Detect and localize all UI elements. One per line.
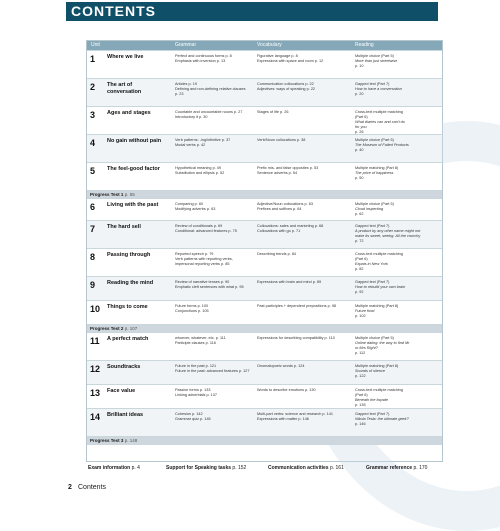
- unit-row: [87, 50, 442, 79]
- reading-item: How to have a conversation: [355, 87, 402, 91]
- grammar-item: Emphasis with inversion p. 13: [175, 59, 226, 63]
- grammar-item: Comparing p. 60: [175, 202, 204, 206]
- unit-title: No gain without pain: [107, 138, 162, 144]
- footer-link-page: p. 152: [232, 465, 247, 471]
- grammar-item: Cohesion p. 142: [175, 412, 203, 416]
- reading-item: Multiple matching (Part 8): [355, 304, 399, 308]
- vocabulary-cell: [257, 336, 352, 341]
- reading-item: Multiple choice (Part 5): [355, 202, 394, 206]
- unit-row: [87, 78, 442, 107]
- vocabulary-item: Expressions for describing compatibility p. 110: [257, 336, 335, 340]
- page-label: Contents: [78, 484, 107, 491]
- unit-number: 7: [90, 224, 96, 234]
- vocabulary-item: Expressions with matter p. 146: [257, 417, 309, 421]
- reading-item: p. 72: [355, 239, 364, 243]
- reading-item: p. 122: [355, 374, 366, 378]
- vocabulary-item: Expressions with brain and mind p. 89: [257, 280, 322, 284]
- vocabulary-cell: [257, 224, 352, 234]
- reading-cell: [355, 224, 440, 244]
- grammar-item: Emphatic cleft sentences with what p. 95: [175, 285, 244, 289]
- footer-link-page: p. 170: [413, 465, 428, 471]
- grammar-item: Modal verbs p. 42: [175, 143, 206, 147]
- reading-item: (Part 6): [355, 393, 368, 397]
- vocabulary-item: Multi-part verbs: science and research p. 141: [257, 412, 333, 416]
- unit-row: [87, 276, 442, 301]
- reading-item: for you: [355, 125, 367, 129]
- grammar-cell: [175, 412, 255, 422]
- grammar-cell: [175, 364, 255, 374]
- unit-number: 4: [90, 138, 96, 148]
- vocabulary-cell: [257, 54, 352, 64]
- progress-test-page: p. 55: [123, 192, 135, 197]
- reading-item: Nikola Tesla: the ultimate geek?: [355, 417, 409, 421]
- reading-item: The price of happiness: [355, 171, 394, 175]
- grammar-item: Perfect and continuous forms p. 8: [175, 54, 232, 58]
- vocabulary-item: Adjectives: ways of speaking p. 22: [257, 87, 316, 91]
- grammar-item: Countable and uncountable nouns p. 27: [175, 110, 243, 114]
- footer-link-label: Grammar reference: [366, 465, 414, 471]
- grammar-cell: [175, 54, 255, 64]
- reading-item: Gapped text (Part 7): [355, 82, 390, 86]
- header-vocabulary: Vocabulary: [257, 42, 282, 48]
- grammar-item: Participle clauses p. 116: [175, 341, 216, 345]
- vocabulary-item: Figurative language p. 8: [257, 54, 298, 58]
- progress-test-label: Progress Test 3: [90, 438, 124, 443]
- grammar-item: Passive forms p. 133: [175, 388, 211, 392]
- grammar-item: Conditional: advanced features p. 75: [175, 229, 237, 233]
- grammar-item: Future in the past: advanced features p. 127: [175, 369, 250, 373]
- vocabulary-cell: [257, 252, 352, 257]
- table-header: [87, 41, 442, 50]
- grammar-cell: [175, 82, 255, 97]
- vocabulary-item: Past participles + dependent prepositions p. 98: [257, 304, 337, 308]
- reading-cell: [355, 336, 440, 356]
- grammar-item: Future in the past p. 121: [175, 364, 217, 368]
- vocabulary-item: Prefix mis- and false opposites p. 53: [257, 166, 319, 170]
- reading-cell: [355, 304, 440, 319]
- progress-test-row: [87, 436, 442, 445]
- unit-row: [87, 360, 442, 385]
- progress-test-page: p. 107: [123, 326, 138, 331]
- progress-test-label: Progress Test 2: [90, 326, 124, 331]
- unit-title: Living with the past: [107, 202, 159, 208]
- unit-title: The art of conversation: [107, 82, 142, 95]
- unit-title: Reading the mind: [107, 280, 154, 286]
- grammar-cell: [175, 336, 255, 346]
- reading-item: Multiple choice (Part 5): [355, 336, 394, 340]
- reading-item: Gapped text (Part 7): [355, 412, 390, 416]
- unit-number: 8: [90, 252, 96, 262]
- reading-item: Cross-text multiple matching: [355, 110, 403, 114]
- reading-item: Multiple choice (Part 5): [355, 138, 394, 142]
- unit-number: 11: [90, 336, 100, 346]
- unit-title: Brilliant ideas: [107, 412, 144, 418]
- unit-title: Ages and stages: [107, 110, 151, 116]
- top-bar: [0, 0, 500, 26]
- reading-item: Cloud inspecting: [355, 207, 384, 211]
- reading-item: (Part 6): [355, 257, 368, 261]
- unit-number: 10: [90, 304, 101, 314]
- grammar-item: whoever, whatever, etc. p. 111: [175, 336, 226, 340]
- unit-number: 9: [90, 280, 96, 290]
- unit-number: 5: [90, 166, 96, 176]
- reading-cell: [355, 138, 440, 153]
- unit-row: [87, 134, 442, 163]
- header-reading: Reading: [355, 42, 374, 48]
- footer-link: [366, 465, 427, 471]
- vocabulary-item: Prefixes and suffixes p. 64: [257, 207, 302, 211]
- grammar-item: Defining and non-defining relative clauses: [175, 87, 246, 91]
- page-title: CONTENTS: [71, 3, 156, 19]
- vocabulary-cell: [257, 412, 352, 422]
- unit-title: The hard sell: [107, 224, 141, 230]
- vocabulary-item: Expressions with space and room p. 12: [257, 59, 324, 63]
- reading-item: Multiple matching (Part 8): [355, 364, 399, 368]
- vocabulary-item: Onomatopoeic words p. 124: [257, 364, 305, 368]
- reading-item: or Mrs Right?: [355, 346, 378, 350]
- footer-link-label: Exam information: [88, 465, 132, 471]
- unit-row: [87, 162, 442, 191]
- reading-cell: [355, 166, 440, 181]
- header-grammar: Grammar: [175, 42, 197, 48]
- grammar-item: Articles p. 19: [175, 82, 197, 86]
- grammar-item: Grammar quiz p. 145: [175, 417, 211, 421]
- unit-row: [87, 106, 442, 135]
- unit-row: [87, 332, 442, 361]
- reading-item: Multiple choice (Part 5): [355, 54, 394, 58]
- unit-row: [87, 220, 442, 249]
- reading-item: Gapped text (Part 7): [355, 280, 390, 284]
- footer-link-page: p. 161: [329, 465, 344, 471]
- vocabulary-cell: [257, 138, 352, 143]
- reading-item: p. 20: [355, 92, 364, 96]
- unit-row: [87, 384, 442, 409]
- footer-link: [88, 465, 140, 471]
- reading-item: Cross-text multiple matching: [355, 252, 403, 256]
- reading-cell: [355, 202, 440, 217]
- reading-item: Beneath the façade: [355, 398, 388, 402]
- reading-item: How to rebuild your own brain: [355, 285, 406, 289]
- grammar-item: Review of conditionals p. 69: [175, 224, 223, 228]
- vocabulary-cell: [257, 280, 352, 285]
- reading-item: Future food: [355, 309, 375, 313]
- vocabulary-cell: [257, 202, 352, 212]
- reading-item: Gapped text (Part 7): [355, 224, 390, 228]
- reading-item: p. 112: [355, 351, 366, 355]
- unit-row: [87, 408, 442, 437]
- reading-item: p. 82: [355, 267, 364, 271]
- reading-cell: [355, 280, 440, 295]
- grammar-item: Verb patterns with reporting verbs,: [175, 257, 233, 261]
- footer-link-label: Support for Speaking tasks: [166, 465, 233, 471]
- footer-link: [268, 465, 344, 471]
- header-unit: Unit: [91, 42, 100, 48]
- vocabulary-cell: [257, 304, 352, 309]
- reading-item: More than just streetwise: [355, 59, 398, 63]
- reading-item: Cross-text multiple matching: [355, 388, 403, 392]
- grammar-item: Modifying adverbs p. 63: [175, 207, 216, 211]
- unit-number: 2: [90, 82, 96, 92]
- vocabulary-cell: [257, 166, 352, 176]
- grammar-item: Introductory it p. 30: [175, 115, 208, 119]
- footer-link: [166, 465, 246, 471]
- reading-item: Multiple matching (Part 8): [355, 166, 399, 170]
- grammar-item: Review of narrative tenses p. 90: [175, 280, 230, 284]
- reading-cell: [355, 388, 440, 408]
- grammar-cell: [175, 138, 255, 148]
- vocabulary-item: Sentence adverbs p. 54: [257, 171, 298, 175]
- unit-row: [87, 248, 442, 277]
- grammar-cell: [175, 388, 255, 398]
- reading-item: p. 10: [355, 64, 364, 68]
- reading-item: p. 135: [355, 403, 366, 407]
- grammar-item: Conjunctions p. 105: [175, 309, 209, 313]
- unit-number: 12: [90, 364, 101, 374]
- footer-links: [88, 465, 443, 477]
- reading-cell: [355, 54, 440, 69]
- unit-number: 14: [90, 412, 101, 422]
- unit-title: Passing through: [107, 252, 151, 258]
- reading-cell: [355, 364, 440, 379]
- reading-item: The Museum of Failed Products: [355, 143, 409, 147]
- reading-item: p. 62: [355, 212, 364, 216]
- grammar-cell: [175, 304, 255, 314]
- vocabulary-item: Verb/Noun collocations p. 38: [257, 138, 306, 142]
- vocabulary-cell: [257, 388, 352, 393]
- grammar-item: Verb patterns: -ing/infinitive p. 37: [175, 138, 231, 142]
- reading-item: What diaries can and can't do: [355, 120, 405, 124]
- grammar-item: p. 23: [175, 92, 184, 96]
- unit-title: The feel-good factor: [107, 166, 160, 172]
- reading-item: Online dating: the way to find Mr: [355, 341, 410, 345]
- grammar-item: Substitution and ellipsis p. 52: [175, 171, 225, 175]
- reading-item: p. 102: [355, 314, 366, 318]
- reading-cell: [355, 252, 440, 272]
- grammar-cell: [175, 166, 255, 176]
- reading-item: p. 40: [355, 148, 364, 152]
- unit-row: [87, 198, 442, 221]
- vocabulary-cell: [257, 82, 352, 92]
- grammar-item: impersonal reporting verbs p. 85: [175, 262, 230, 266]
- reading-item: p. 92: [355, 290, 364, 294]
- progress-test-label: Progress Test 1: [90, 192, 124, 197]
- vocabulary-cell: [257, 110, 352, 115]
- grammar-item: Hypothetical meaning p. 49: [175, 166, 222, 170]
- reading-cell: [355, 110, 440, 135]
- unit-number: 1: [90, 54, 96, 64]
- unit-title: Face value: [107, 388, 136, 394]
- vocabulary-item: Adjective/Noun collocations p. 63: [257, 202, 313, 206]
- vocabulary-item: Stages of life p. 26: [257, 110, 289, 114]
- vocabulary-item: Collocations: sales and marketing p. 68: [257, 224, 324, 228]
- grammar-item: Future forms p. 100: [175, 304, 209, 308]
- grammar-cell: [175, 280, 255, 290]
- grammar-item: Linking adverbials p. 137: [175, 393, 218, 397]
- unit-number: 13: [90, 388, 101, 398]
- reading-item: Expats in New York: [355, 262, 388, 266]
- unit-title: Soundtracks: [107, 364, 141, 370]
- reading-item: p. 26: [355, 130, 364, 134]
- unit-title: Where we live: [107, 54, 144, 60]
- unit-title: A perfect match: [107, 336, 149, 342]
- vocabulary-item: Communication collocations p. 22: [257, 82, 314, 86]
- reading-item: p. 146: [355, 422, 366, 426]
- page-number: 2: [68, 484, 72, 491]
- vocabulary-item: Words to describe emotions p. 130: [257, 388, 316, 392]
- grammar-item: Reported speech p. 79: [175, 252, 214, 256]
- vocabulary-item: Collocations with go p. 71: [257, 229, 301, 233]
- footer-link-label: Communication activities: [268, 465, 330, 471]
- footer-link-page: p. 4: [131, 465, 140, 471]
- unit-row: [87, 300, 442, 325]
- contents-table: [86, 40, 443, 462]
- reading-item: Sounds of silence: [355, 369, 385, 373]
- grammar-cell: [175, 202, 255, 212]
- reading-item: make its sweet, seeing. All the crunchy: [355, 234, 421, 238]
- reading-cell: [355, 412, 440, 427]
- unit-number: 6: [90, 202, 96, 212]
- reading-item: p. 50: [355, 176, 364, 180]
- vocabulary-item: Describing trends p. 84: [257, 252, 297, 256]
- reading-cell: [355, 82, 440, 97]
- grammar-cell: [175, 110, 255, 120]
- grammar-cell: [175, 224, 255, 234]
- vocabulary-cell: [257, 364, 352, 369]
- reading-item: (Part 6): [355, 115, 368, 119]
- unit-number: 3: [90, 110, 96, 120]
- unit-title: Things to come: [107, 304, 148, 310]
- reading-item: A product by any other name might not: [355, 229, 421, 233]
- grammar-cell: [175, 252, 255, 267]
- progress-test-page: p. 148: [123, 438, 138, 443]
